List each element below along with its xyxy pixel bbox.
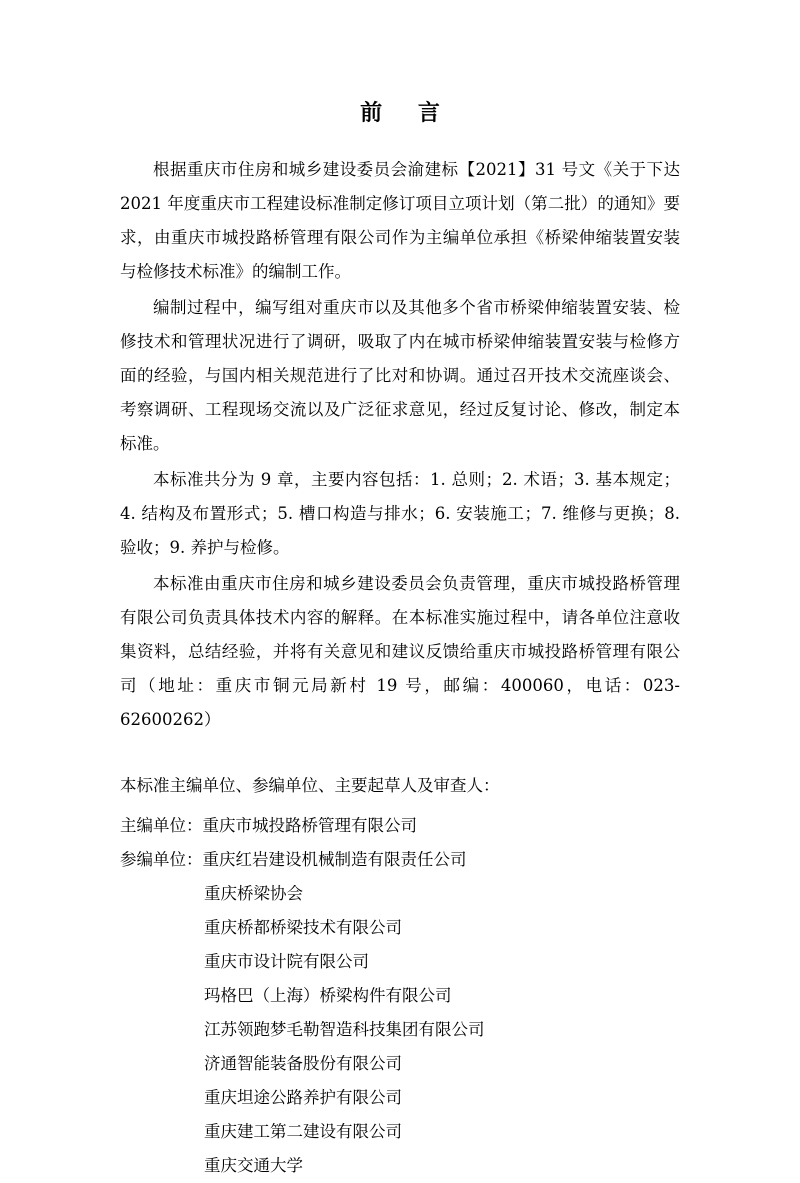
paragraph-3: 本标准共分为 9 章，主要内容包括：1. 总则；2. 术语；3. 基本规定；4. 结构及布置形式；5. 槽口构造与排水；6. 安装施工；7. 维修与更换；8. 验收；9. 养护与检修。 [120,470,680,557]
participant-row [120,1047,680,1081]
paragraph-4: 本标准由重庆市住房和城乡建设委员会负责管理，重庆市城投路桥管理有限公司负责具体技术内容的解释。在本标准实施过程中，请各单位注意收集资料，总结经验，并将有关意见和建议反馈给重庆市城投路桥管理有限公司（地址：重庆市铜元局新村 19 号，邮编：400060，电话：023-62600262） [120,574,680,729]
credits-intro: 本标准主编单位、参编单位、主要起草人及审查人： [120,776,500,795]
chief-editor-label: 主编单位： [120,816,203,835]
participant-item: 重庆市设计院有限公司 [204,952,369,971]
participant-row [120,877,680,911]
participant-row [120,1013,680,1047]
paragraph-1: 根据重庆市住房和城乡建设委员会渝建标【2021】31 号文《关于下达 2021 年度重庆市工程建设标准制定修订项目立项计划（第二批）的通知》要求，由重庆市城投路桥管理有限公司作为主编单位承担《桥梁伸缩装置安装与检修技术标准》的编制工作。 [120,160,680,281]
chief-editor-row [120,809,680,843]
page-title: 前 言 [360,100,454,126]
paragraph-2: 编制过程中，编写组对重庆市以及其他多个省市桥梁伸缩装置安装、检修技术和管理状况进行了调研，吸取了内在城市桥梁伸缩装置安装与检修方面的经验，与国内相关规范进行了比对和协调。通过召开技术交流座谈会、考察调研、工程现场交流以及广泛征求意见，经过反复讨论、修改，制定本标准。 [120,298,680,453]
participant-item: 江苏领跑梦毛勒智造科技集团有限公司 [204,1020,485,1039]
participant-row [120,945,680,979]
participant-label: 参编单位： [120,850,203,869]
participant-row [120,843,680,877]
participant-item: 重庆交通大学 [204,1156,303,1175]
participant-item: 重庆红岩建设机械制造有限责任公司 [202,850,467,869]
document-body [120,127,680,1183]
participant-item: 重庆桥梁协会 [204,884,303,903]
participant-item: 重庆桥都桥梁技术有限公司 [204,918,402,937]
participant-item: 重庆坦途公路养护有限公司 [204,1088,402,1107]
participant-row [120,1115,680,1149]
participant-row [120,979,680,1013]
participant-row [120,1149,680,1183]
participant-item: 重庆建工第二建设有限公司 [204,1122,402,1141]
section-spacer [120,739,680,769]
participant-row [120,1081,680,1115]
participant-item: 济通智能装备股份有限公司 [204,1054,402,1073]
participant-row [120,911,680,945]
chief-editor-value: 重庆市城投路桥管理有限公司 [202,816,417,835]
participant-item: 玛格巴（上海）桥梁构件有限公司 [204,986,452,1005]
